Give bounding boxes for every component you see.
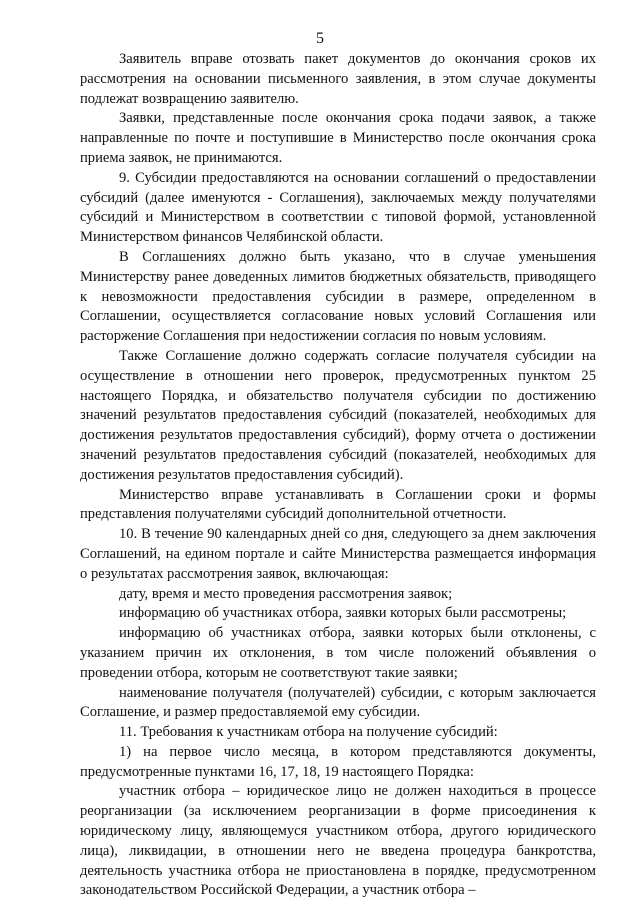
paragraph-item-10: 10. В течение 90 календарных дней со дня, следующего за днем заключения Соглашений, на едином портале и сайте Министерства размещается информация о результатах рассмотрения заявок, включающая: xyxy=(80,526,596,582)
paragraph-participant-requirements: участник отбора – юридическое лицо не должен находиться в процессе реорганизации (за исключением реорганизации в форме присоединения к юридическому лицу, являющемуся участником отбора, другого юридического лица), ликвидации, в отношении него не введена процедура банкротства, деятельность участника отбора не приостановлена в порядке, предусмотренном законодательством Российской Федерации, а участник отбора – xyxy=(80,783,596,899)
paragraph-subitem-1: 1) на первое число месяца, в котором представляются документы, предусмотренные пунктами 16, 17, 18, 19 настоящего Порядка: xyxy=(80,743,596,780)
list-item-recipient: наименование получателя (получателей) субсидии, с которым заключается Соглашение, и размер предоставляемой ему субсидии. xyxy=(80,684,596,721)
paragraph-withdrawal: Заявитель вправе отозвать пакет документов до окончания сроков их рассмотрения на основании письменного заявления, в этом случае документы подлежат возвращению заявителю. xyxy=(80,51,596,107)
paragraph-agreement-consent: Также Соглашение должно содержать согласие получателя субсидии на осуществление в отношении него проверок, предусмотренных пунктом 25 настоящего Порядка, и обязательство получателя субсидии по достижению значений результатов предоставления субсидий (показателей, необходимых для достижения результатов предоставления субсидий), форму отчета о достижении значений результатов предоставления субсидий (показателей, необходимых для достижения результатов предоставления субсидий). xyxy=(80,347,596,483)
paragraph-agreement-limits: В Соглашениях должно быть указано, что в случае уменьшения Министерству ранее доведенных лимитов бюджетных обязательств, приводящего к невозможности предоставления субсидии в размере, определенном в Соглашении, осуществляется согласование новых условий Соглашения или расторжение Соглашения при недостижении согласия по новым условиям. xyxy=(80,248,596,345)
list-item-rejected: информацию об участниках отбора, заявки которых были отклонены, с указанием причин их отклонения, в том числе положений объявления о проведении отбора, которым не соответствуют такие заявки; xyxy=(80,625,596,681)
paragraph-item-9: 9. Субсидии предоставляются на основании соглашений о предоставлении субсидий (далее именуются - Соглашения), заключаемых между получателями субсидий и Министерством в соответствии с типовой формой, установленной Министерством финансов Челябинской области. xyxy=(80,169,596,246)
paragraph-late-applications: Заявки, представленные после окончания срока подачи заявок, а также направленные по почте и поступившие в Министерство после окончания срока приема заявок, не принимаются. xyxy=(80,110,596,166)
paragraph-reporting: Министерство вправе устанавливать в Соглашении сроки и формы представления получателями субсидий дополнительной отчетности. xyxy=(80,486,596,523)
paragraph-item-11: 11. Требования к участникам отбора на получение субсидий: xyxy=(119,724,498,741)
list-item-date-time: дату, время и место проведения рассмотрения заявок; xyxy=(119,585,453,602)
page-number: 5 xyxy=(316,30,324,47)
document-body xyxy=(80,50,596,901)
list-item-reviewed: информацию об участниках отбора, заявки которых были рассмотрены; xyxy=(119,605,567,622)
